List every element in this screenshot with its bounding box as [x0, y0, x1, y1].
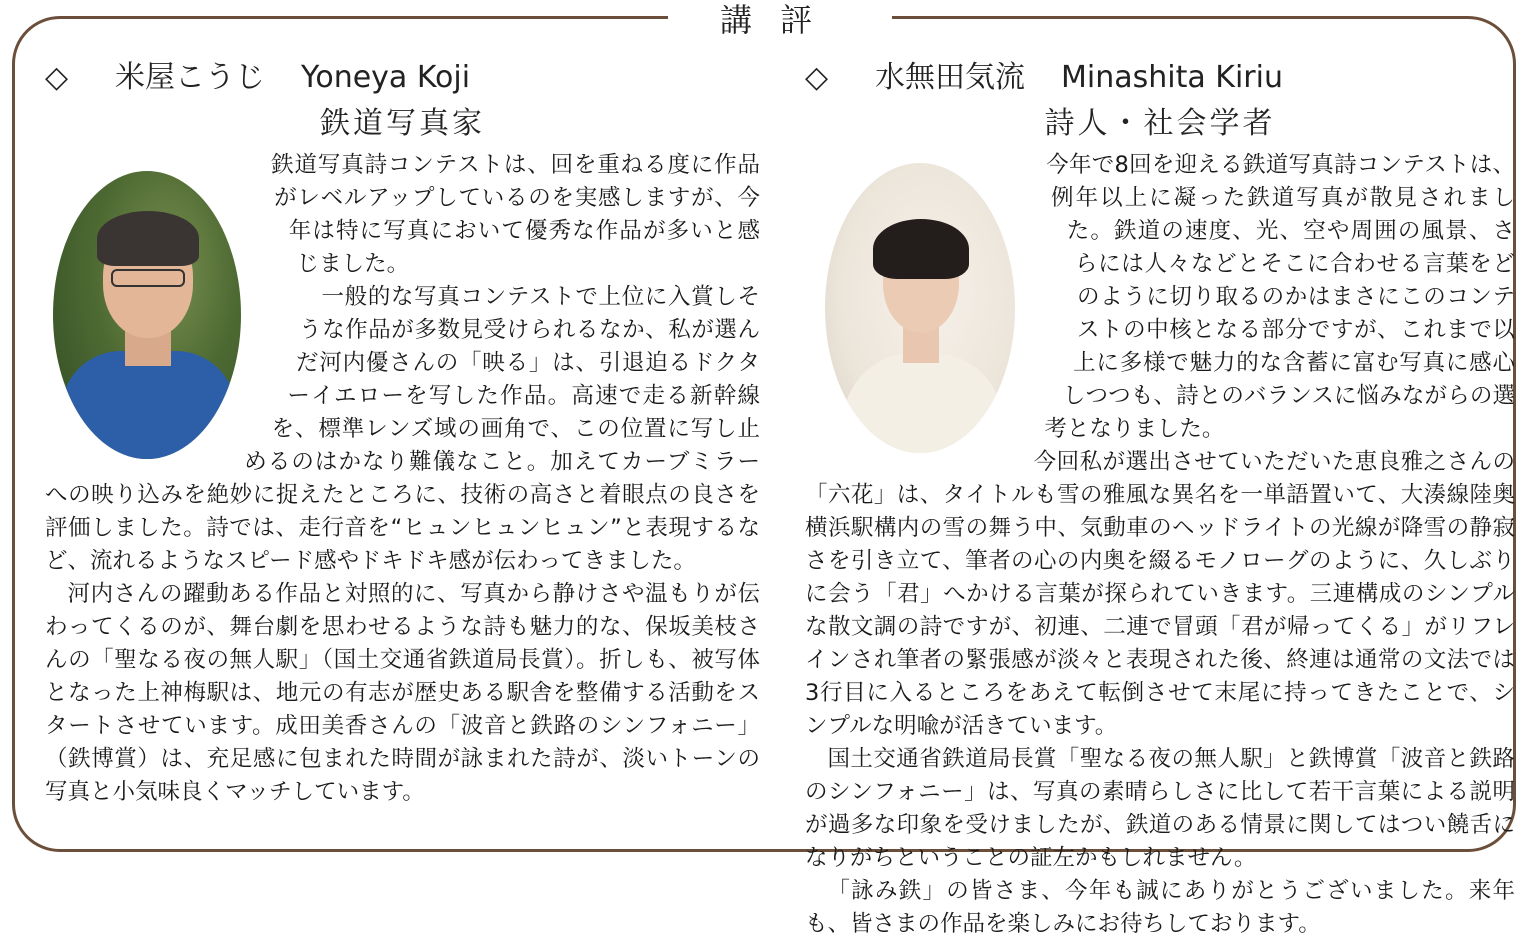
review-paragraph: 一般的な写真コンテストで上位に入賞しそうな作品が多数見受けられるなか、私が選んだ河内優さんの「映る」は、引退迫るドクターイエローを写した作品。高速で走る新幹線を、標準レンズ域の画角で、この位置に写し止めるのはかなり難儀なこと。加えてカーブミラーへの映り込みを絶妙に捉えたところに、技術の高さと着眼点の良さを評価しました。詩では、走行音を“ヒュンヒュンヒュン”と表現するなど、流れるようなスピード感やドキドキ感が伝わってきました。 [45, 284, 760, 574]
reviewer-name-ja: 水無田気流 [875, 60, 1025, 95]
review-paragraph: 今年で8回を迎える鉄道写真詩コンテストは、例年以上に凝った鉄道写真が散見されました。鉄道の速度、光、空や周囲の風景、さらには人々などとそこに合わせる言葉をどのように切り取るのかはまさにこのコンテストの中核となる部分ですが、これまで以上に多様で魅力的な含蓄に富む写真に感心しつつも、詩とのバランスに悩みながらの選考となりました。 [1044, 152, 1515, 442]
reviewer-role: 詩人・社会学者 [1044, 106, 1276, 141]
reviewer-name [805, 55, 1515, 101]
review-paragraph: 国土交通省鉄道局長賞「聖なる夜の無人駅」と鉄博賞「波音と鉄路のシンフォニー」は、写真の素晴らしさに比して若干言葉による説明が過多な印象を受けましたが、鉄道のある情景に関してはつい饒舌になりがちということの証左かもしれません。 [805, 746, 1515, 871]
review-text [45, 149, 760, 809]
reviewer-column-left [45, 55, 760, 809]
review-paragraph: 「詠み鉄」の皆さま、今年も誠にありがとうございました。来年も、皆さまの作品を楽しみにお待ちしております。 [805, 878, 1515, 937]
review-text [805, 149, 1515, 941]
reviewer-name [45, 55, 760, 101]
reviewer-name-en: Yoneya Koji [301, 60, 471, 95]
review-paragraph: 鉄道写真詩コンテストは、回を重ねる度に作品がレベルアップしているのを実感しますが、今年は特に写真において優秀な作品が多いと感じました。 [271, 152, 760, 277]
diamond-icon: ◇ [45, 60, 69, 95]
diamond-icon: ◇ [805, 60, 829, 95]
reviewer-column-right [805, 55, 1515, 941]
page-title: 講評 [668, 0, 892, 40]
review-paragraph: 河内さんの躍動ある作品と対照的に、写真から静けさや温もりが伝わってくるのが、舞台劇を思わせるような詩も魅力的な、保坂美枝さんの「聖なる夜の無人駅」（国土交通省鉄道局長賞）。折しも、被写体となった上神梅駅は、地元の有志が歴史ある駅舎を整備する活動をスタートさせています。成田美香さんの「波音と鉄路のシンフォニー」（鉄博賞）は、充足感に包まれた時間が詠まれた詩が、淡いトーンの写真と小気味良くマッチしています。 [45, 581, 760, 805]
man-portrait-photo [53, 171, 241, 459]
reviewer-name-en: Minashita Kiriu [1061, 60, 1283, 95]
woman-portrait-photo [825, 163, 1015, 453]
review-paragraph: 今回私が選出させていただいた恵良雅之さんの「六花」は、タイトルも雪の雅風な異名を一単語置いて、大湊線陸奥横浜駅構内の雪の舞う中、気動車のヘッドライトの光線が降雪の静寂さを引き立て、筆者の心の内奥を綴るモノローグのように、久しぶりに会う「君」へかける言葉が探られていきます。三連構成のシンプルな散文調の詩ですが、初連、二連で冒頭「君が帰ってくる」がリフレインされ筆者の緊張感が淡々と表現された後、終連は通常の文法では3行目に入るところをあえて転倒させて末尾に持ってきたことで、シンプルな明喩が活きています。 [805, 449, 1515, 739]
reviewer-name-ja: 米屋こうじ [115, 60, 265, 95]
reviewer-role: 鉄道写真家 [320, 106, 485, 141]
